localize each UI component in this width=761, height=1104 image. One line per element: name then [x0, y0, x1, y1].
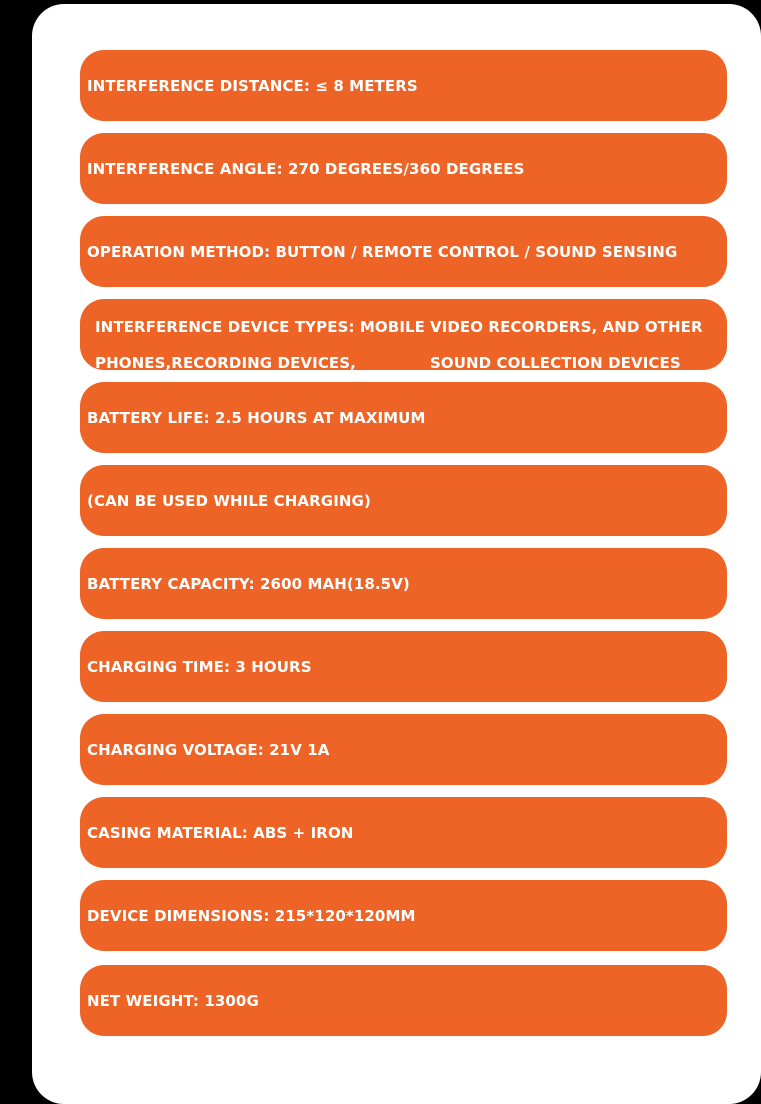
spec-device-dimensions: DEVICE DIMENSIONS: 215*120*120MM [80, 880, 727, 951]
spec-charging-voltage: CHARGING VOLTAGE: 21V 1A [80, 714, 727, 785]
spec-net-weight: NET WEIGHT: 1300G [80, 965, 727, 1036]
spec-charging-note: (CAN BE USED WHILE CHARGING) [80, 465, 727, 536]
spec-device-types-line-1: INTERFERENCE DEVICE TYPES: MOBILE PHONES,RECORDING DEVICES, [95, 318, 426, 370]
spec-interference-angle: INTERFERENCE ANGLE: 270 DEGREES/360 DEGREES [80, 133, 727, 204]
spec-operation-method: OPERATION METHOD: BUTTON / REMOTE CONTROL / SOUND SENSING [80, 216, 727, 287]
spec-charging-time: CHARGING TIME: 3 HOURS [80, 631, 727, 702]
spec-list [80, 50, 727, 1036]
spec-interference-distance: INTERFERENCE DISTANCE: ≤ 8 METERS [80, 50, 727, 121]
spec-battery-life: BATTERY LIFE: 2.5 HOURS AT MAXIMUM [80, 382, 727, 453]
spec-battery-capacity: BATTERY CAPACITY: 2600 MAH(18.5V) [80, 548, 727, 619]
spec-device-types-line-2: VIDEO RECORDERS, AND OTHER SOUND COLLECTION DEVICES [429, 318, 703, 370]
spec-casing-material: CASING MATERIAL: ABS + IRON [80, 797, 727, 868]
spec-interference-device-types [80, 299, 727, 370]
